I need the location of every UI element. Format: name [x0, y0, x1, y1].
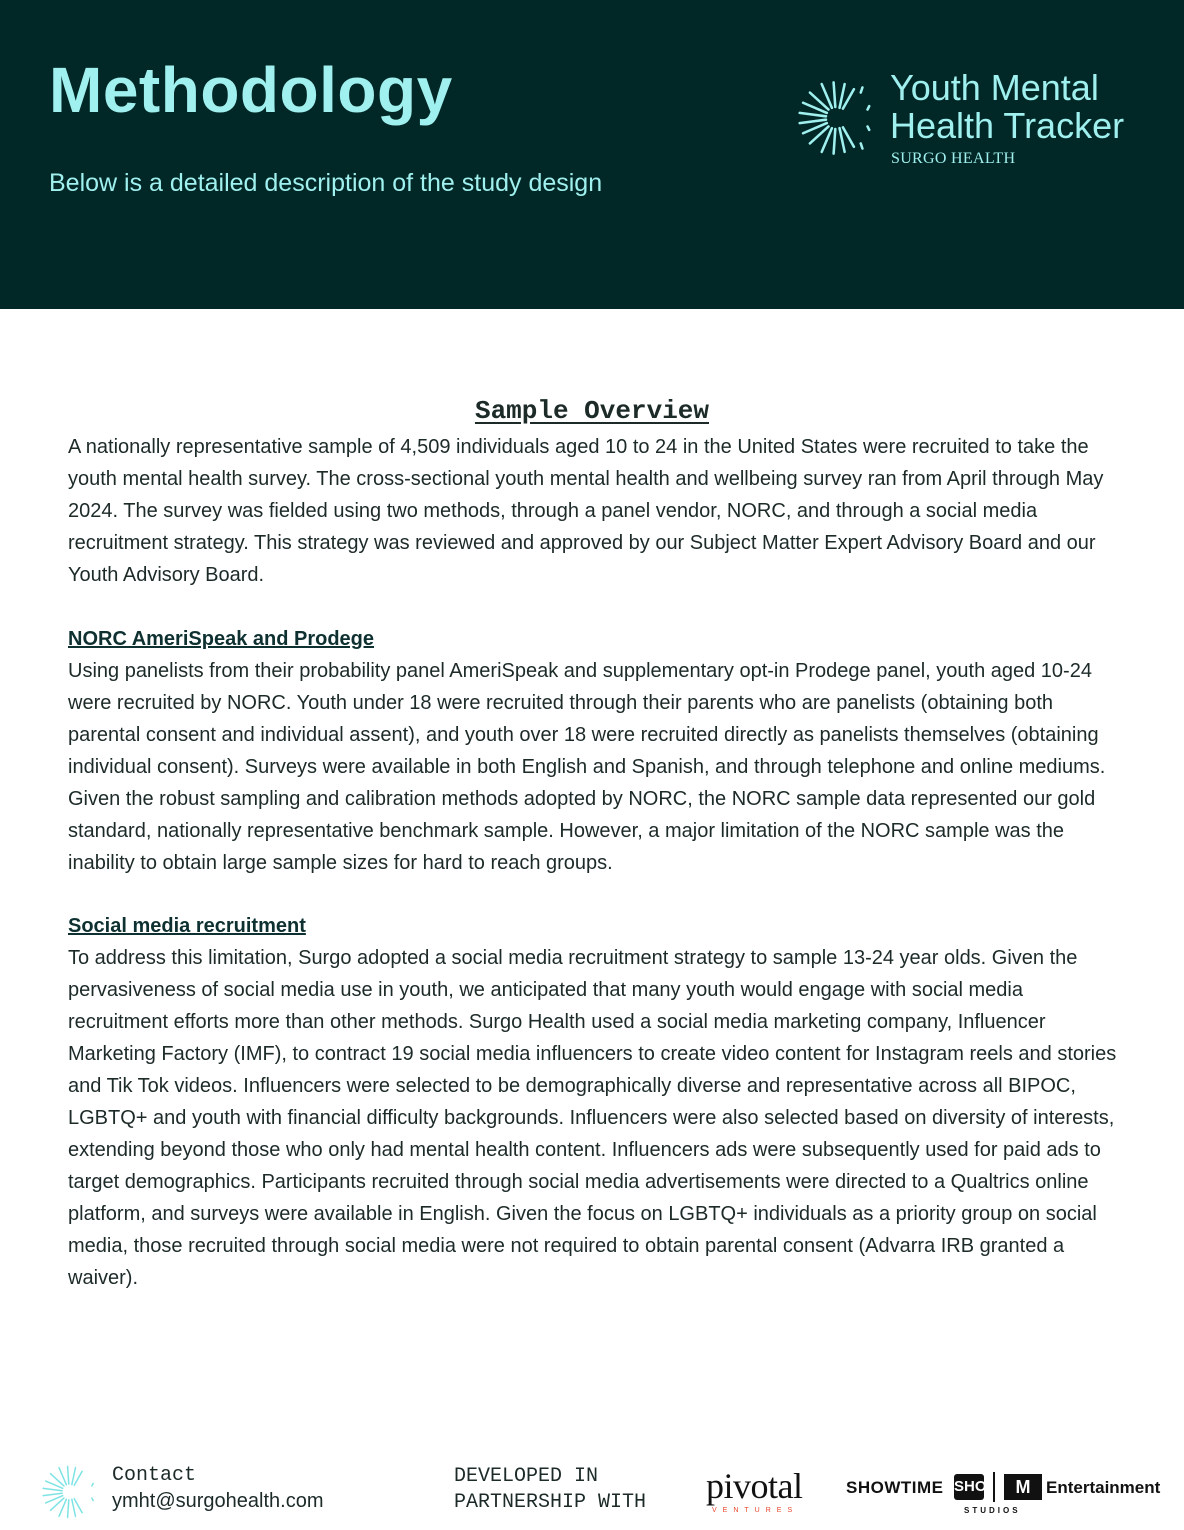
brand-org: SURGO HEALTH — [891, 150, 1016, 167]
sho-badge: SHO — [954, 1474, 984, 1500]
brand-name-line-2: Health Tracker — [890, 105, 1125, 146]
sunburst-footer-icon — [42, 1458, 98, 1526]
brand-logo — [798, 68, 1158, 178]
sunburst-logo-icon — [798, 72, 876, 164]
mtv-badge: M — [1004, 1474, 1042, 1500]
pivotal-tagline: VENTURES — [712, 1507, 799, 1514]
partnership-line-1: DEVELOPED IN — [454, 1465, 599, 1488]
norc-paragraph: Using panelists from their probability panel AmeriSpeak and supplementary opt-in Prodege panel, youth aged 10-24 were recruited by NORC. Youth under 18 were recruited through their parents who are panelists (obtaining both parental consent and individual assent), and youth over 18 were recruited directly as panelists themselves (obtaining individual consent). Surveys were available in both English and Spanish, and through telephone and online mediums. Given the robust sampling and calibration methods adopted by NORC, the NORC sample data represented our gold standard, nationally representative benchmark sample. However, a major limitation of the NORC sample was the inability to obtain large sample sizes for hard to reach groups. — [68, 660, 1106, 874]
studios-label: STUDIOS — [964, 1506, 1021, 1515]
entertainment-wordmark: Entertainment — [1046, 1478, 1161, 1497]
subheading-norc: NORC AmeriSpeak and Prodege — [68, 628, 375, 650]
social-media-paragraph: To address this limitation, Surgo adopted a social media recruitment strategy to sample 13-24 year olds. Given the pervasiveness of social media use in youth, we anticipated that many youth would engage with social media recruitment efforts more than other methods. Surgo Health used a social media marketing company, Influencer Marketing Factory (IMF), to contract 19 social media influencers to create video content for Instagram reels and stories and Tik Tok videos. Influencers were selected to be demographically diverse and representative across all BIPOC, LGBTQ+ and youth with financial difficulty backgrounds. Influencers were also selected based on diversity of interests, extending beyond those who only had mental health content. Influencers ads were subsequently used for paid ads to target demographics. Participants recruited through social media advertisements were directed to a Qualtrics online platform, and surveys were available in English. Given the focus on LGBTQ+ individuals as a priority group on social media, those recruited through social media were not required to obtain parental consent (Advarra IRB granted a waiver). — [68, 947, 1117, 1289]
page-title: Methodology — [49, 54, 453, 126]
logo-divider — [993, 1472, 995, 1502]
partnership-label — [454, 1464, 646, 1516]
pivotal-wordmark: pivotal — [706, 1466, 803, 1506]
pivotal-ventures-logo — [706, 1468, 802, 1514]
section-heading: Sample Overview — [474, 396, 710, 426]
intro-paragraph: A nationally representative sample of 4,509 individuals aged 10 to 24 in the United States were recruited to take the youth mental health survey. The cross-sectional youth mental health and wellbeing survey ran from April through May 2024. The survey was fielded using two methods, through a panel vendor, NORC, and through a social media recruitment strategy. This strategy was reviewed and approved by our Subject Matter Expert Advisory Board and our Youth Advisory Board. — [68, 436, 1104, 586]
partnership-line-2: PARTNERSHIP WITH — [454, 1491, 647, 1514]
page-subtitle: Below is a detailed description of the study design — [49, 169, 603, 197]
showtime-wordmark: SHOWTIME — [846, 1478, 944, 1497]
contact-label: Contact — [112, 1464, 197, 1487]
contact-email-link[interactable]: ymht@surgohealth.com — [112, 1490, 324, 1512]
header-banner — [0, 0, 1184, 309]
subheading-social-media: Social media recruitment — [68, 915, 306, 937]
brand-name-line-1: Youth Mental — [890, 67, 1099, 108]
